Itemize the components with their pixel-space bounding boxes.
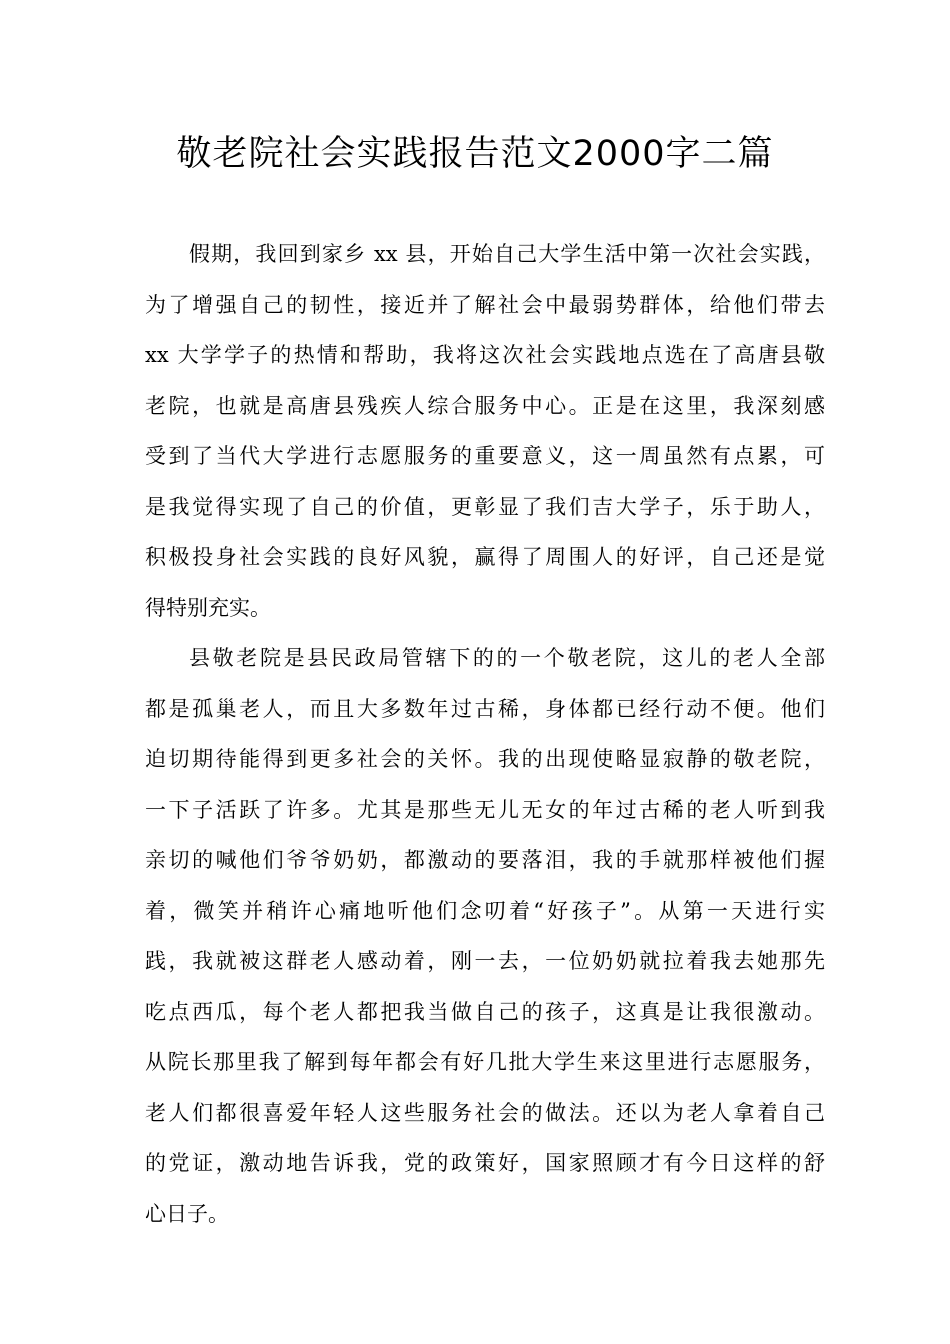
paragraph-line: 老人们都很喜爱年轻人这些服务社会的做法。还以为老人拿着自己	[145, 1100, 825, 1125]
document-title: 敬老院社会实践报告范文2000字二篇	[176, 134, 774, 174]
paragraph-line: 是我觉得实现了自己的价值，更彰显了我们吉大学子，乐于助人，	[145, 494, 825, 519]
paragraph-1	[145, 229, 825, 633]
paragraph-line: 得特别充实。	[145, 595, 271, 620]
paragraph-line: 从院长那里我了解到每年都会有好几批大学生来这里进行志愿服务，	[145, 1050, 825, 1074]
paragraph-line: 践，我就被这群老人感动着，刚一去，一位奶奶就拉着我去她那先	[145, 949, 825, 973]
paragraph-line: 吃点西瓜，每个老人都把我当做自己的孩子，这真是让我很激动。	[145, 999, 825, 1024]
paragraph-line: xx 大学学子的热情和帮助，我将这次社会实践地点选在了高唐县敬	[145, 343, 825, 367]
paragraph-line: 心日子。	[145, 1201, 229, 1226]
paragraph-line: 县敬老院是县民政局管辖下的的一个敬老院，这儿的老人全部	[189, 646, 825, 670]
paragraph-line: 老院，也就是高唐县残疾人综合服务中心。正是在这里，我深刻感	[145, 393, 825, 418]
paragraph-line: 着，微笑并稍许心痛地听他们念叨着“好孩子”。从第一天进行实	[145, 898, 825, 923]
paragraph-line: 的党证，激动地告诉我，党的政策好，国家照顾才有今日这样的舒	[145, 1151, 825, 1175]
paragraph-line: 为了增强自己的韧性，接近并了解社会中最弱势群体，给他们带去	[145, 292, 825, 317]
paragraph-line: 都是孤巢老人，而且大多数年过古稀，身体都已经行动不便。他们	[145, 696, 825, 721]
paragraph-line: 积极投身社会实践的良好风貌，赢得了周围人的好评，自己还是觉	[145, 545, 825, 569]
document-body	[145, 229, 825, 1239]
paragraph-line: 假期，我回到家乡 xx 县，开始自己大学生活中第一次社会实践，	[189, 242, 825, 266]
paragraph-line: 受到了当代大学进行志愿服务的重要意义，这一周虽然有点累，可	[145, 444, 825, 468]
paragraph-2	[145, 633, 825, 1239]
paragraph-line: 亲切的喊他们爷爷奶奶，都激动的要落泪，我的手就那样被他们握	[145, 848, 825, 872]
paragraph-line: 一下子活跃了许多。尤其是那些无儿无女的年过古稀的老人听到我	[145, 797, 825, 822]
paragraph-line: 迫切期待能得到更多社会的关怀。我的出现使略显寂静的敬老院，	[145, 747, 825, 771]
